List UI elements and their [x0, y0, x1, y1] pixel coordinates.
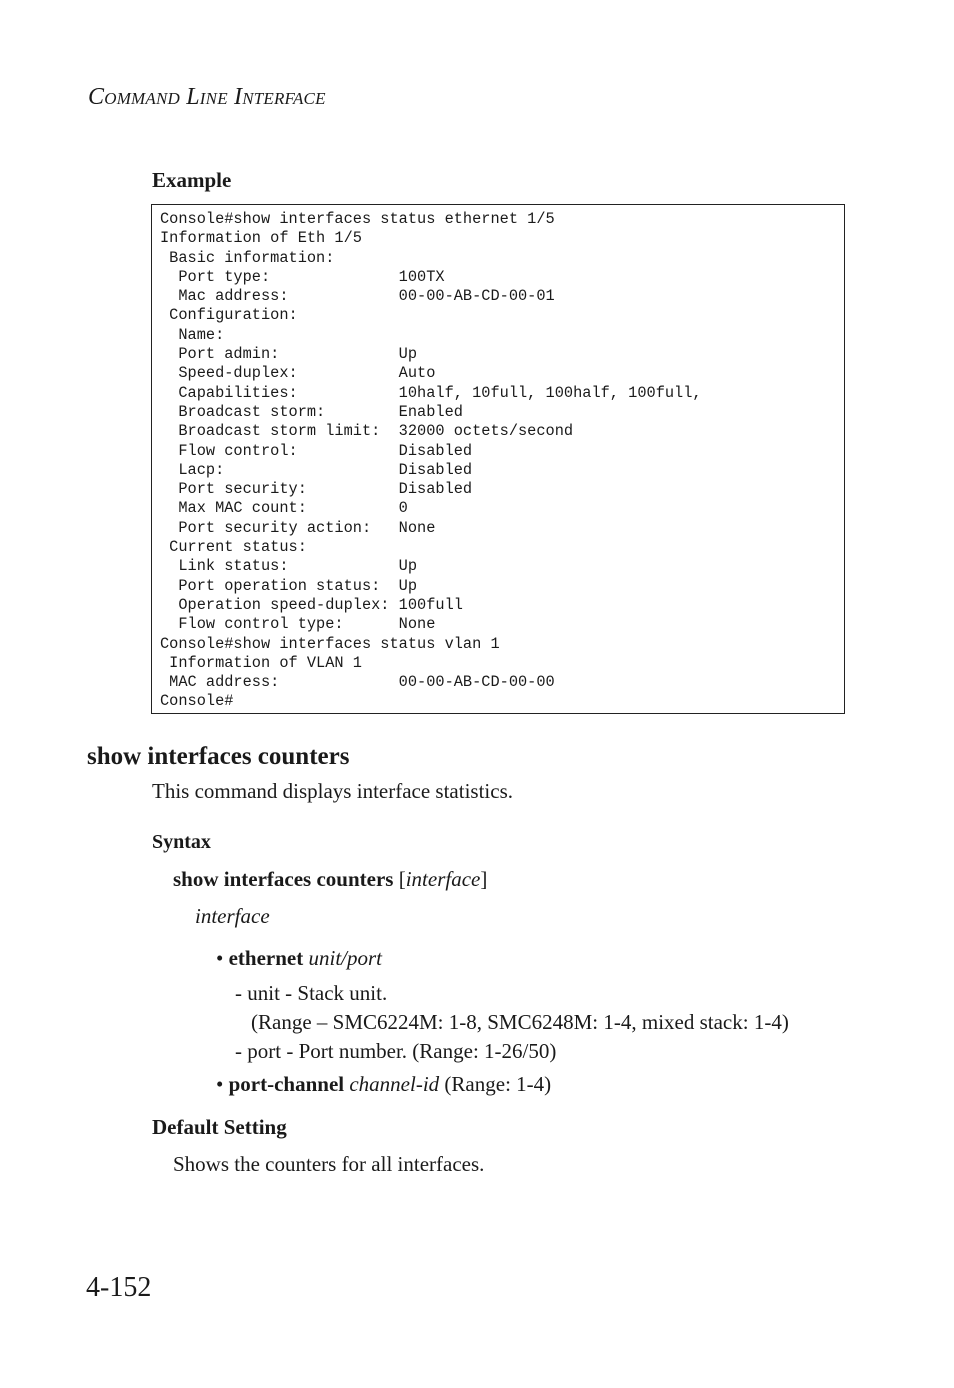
- code-example: Console#show interfaces status ethernet 1/5 Information of Eth 1/5 Basic information: Port type: 100TX Mac address: 00-00-AB-CD-00-01 Configuration: Name: Port admin: Up Speed-duplex: Auto Capabilities: 10half, 10full, 100half, 100full, Broadcast storm: Enabled Broadcast storm limit: 32000 octets/second Flow control: Disabled Lacp: Disabled Port security: Disabled Max MAC count: 0 Port security action: None Current status: Link status: Up Port operation status: Up Operation speed-duplex: 100full Flow control type: None Console#show interfaces status vlan 1 Information of VLAN 1 MAC address: 00-00-AB-CD-00-00 Console#: [160, 210, 702, 711]
- bullet-mark: •: [216, 946, 224, 970]
- bullet-mark: •: [216, 1072, 224, 1096]
- running-head: [88, 84, 326, 111]
- command-title: show interfaces counters: [87, 743, 350, 770]
- bullet-ethernet-keyword: ethernet: [228, 946, 304, 970]
- example-heading: Example: [152, 168, 232, 192]
- bullet-port-channel-range: (Range: 1-4): [439, 1072, 552, 1096]
- syntax-param: interface: [405, 867, 481, 891]
- command-description: This command displays interface statistics.: [152, 779, 513, 803]
- bullet-ethernet-arg: unit/port: [308, 946, 383, 970]
- default-setting-text: Shows the counters for all interfaces.: [173, 1152, 485, 1176]
- page-number: 4-152: [86, 1272, 152, 1303]
- dash-unit-range: (Range – SMC6224M: 1-8, SMC6248M: 1-4, mixed stack: 1-4): [251, 1010, 789, 1034]
- code-example-box: [151, 204, 845, 714]
- dash-port: - port - Port number. (Range: 1-26/50): [235, 1039, 557, 1063]
- syntax-heading: Syntax: [152, 831, 211, 853]
- default-setting-heading: Default Setting: [152, 1115, 287, 1139]
- bullet-ethernet: [216, 946, 382, 971]
- param-name: interface: [195, 904, 270, 928]
- syntax-command: show interfaces counters: [173, 867, 394, 891]
- bullet-port-channel: [216, 1072, 551, 1097]
- dash-unit: - unit - Stack unit.: [235, 981, 388, 1005]
- bullet-port-channel-keyword: port-channel: [228, 1072, 345, 1096]
- syntax-open-bracket: [: [393, 867, 406, 891]
- running-head-part: L: [186, 84, 200, 110]
- running-head-part: NTERFACE: [242, 89, 326, 108]
- running-head-part: OMMAND: [104, 89, 181, 108]
- syntax-line: [173, 867, 487, 892]
- syntax-close-bracket: ]: [480, 867, 488, 891]
- running-head-part: C: [88, 84, 105, 110]
- running-head-part: INE: [199, 89, 228, 108]
- bullet-port-channel-arg: channel-id: [349, 1072, 440, 1096]
- running-head-part: I: [233, 84, 243, 110]
